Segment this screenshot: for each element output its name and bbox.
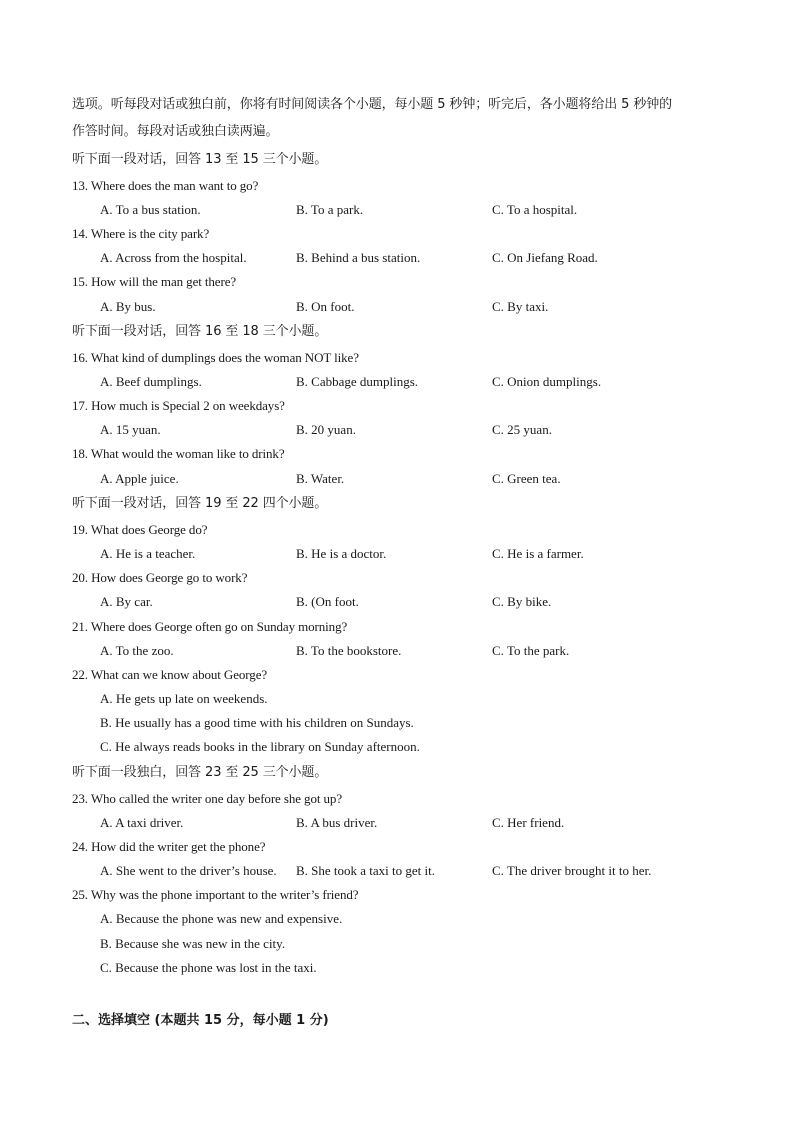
- q24-option-b: B. She took a taxi to get it.: [296, 863, 436, 878]
- q15-option-a: A. By bus.: [100, 299, 156, 314]
- question-21: 21. Where does George often go on Sunday morning?: [72, 619, 348, 634]
- q19-option-c: C. He is a farmer.: [492, 546, 584, 561]
- q20-option-b: B. (On foot.: [296, 594, 359, 609]
- q22-option-b: B. He usually has a good time with his children on Sundays.: [100, 715, 414, 730]
- q19-option-a: A. He is a teacher.: [100, 546, 196, 561]
- question-17: 17. How much is Special 2 on weekdays?: [72, 398, 285, 413]
- q22-option-c: C. He always reads books in the library on Sunday afternoon.: [100, 739, 420, 754]
- q21-option-b: B. To the bookstore.: [296, 643, 402, 658]
- q16-option-c: C. Onion dumplings.: [492, 374, 602, 389]
- question-24: 24. How did the writer get the phone?: [72, 839, 266, 854]
- question-13: 13. Where does the man want to go?: [72, 178, 259, 193]
- section-2-heading: 二、选择填空 (本题共 15 分，每小题 1 分): [72, 1013, 329, 1028]
- question-25: 25. Why was the phone important to the writer’s friend?: [72, 887, 359, 902]
- q23-option-b: B. A bus driver.: [296, 815, 378, 830]
- q17-option-a: A. 15 yuan.: [100, 422, 161, 437]
- q15-option-c: C. By taxi.: [492, 299, 549, 314]
- question-20: 20. How does George go to work?: [72, 570, 248, 585]
- q23-option-a: A. A taxi driver.: [100, 815, 184, 830]
- question-22: 22. What can we know about George?: [72, 667, 268, 682]
- q24-option-a: A. She went to the driver’s house.: [100, 863, 277, 878]
- q18-option-a: A. Apple juice.: [100, 471, 179, 486]
- q18-option-b: B. Water.: [296, 471, 345, 486]
- q19-option-b: B. He is a doctor.: [296, 546, 387, 561]
- q21-option-a: A. To the zoo.: [100, 643, 174, 658]
- q16-option-a: A. Beef dumplings.: [100, 374, 202, 389]
- dialogue-instruction-3: 听下面一段对话，回答 19 至 22 四个小题。: [72, 496, 328, 511]
- question-23: 23. Who called the writer one day before she got up?: [72, 791, 342, 806]
- question-18: 18. What would the woman like to drink?: [72, 446, 285, 461]
- q14-option-b: B. Behind a bus station.: [296, 250, 421, 265]
- q25-option-a: A. Because the phone was new and expensive.: [100, 911, 343, 926]
- q25-option-b: B. Because she was new in the city.: [100, 936, 286, 951]
- q17-option-c: C. 25 yuan.: [492, 422, 552, 437]
- dialogue-instruction-2: 听下面一段对话，回答 16 至 18 三个小题。: [72, 324, 328, 339]
- question-15: 15. How will the man get there?: [72, 274, 237, 289]
- intro-line-1: 选项。听每段对话或独白前，你将有时间阅读各个小题，每小题 5 秒钟；听完后，各小题将给出 5 秒钟的: [72, 97, 673, 112]
- question-16: 16. What kind of dumplings does the woman NOT like?: [72, 350, 359, 365]
- intro-line-2: 作答时间。每段对话或独白读两遍。: [72, 124, 279, 139]
- q13-option-c: C. To a hospital.: [492, 202, 578, 217]
- q15-option-b: B. On foot.: [296, 299, 355, 314]
- q13-option-b: B. To a park.: [296, 202, 364, 217]
- q20-option-c: C. By bike.: [492, 594, 552, 609]
- q13-option-a: A. To a bus station.: [100, 202, 201, 217]
- q17-option-b: B. 20 yuan.: [296, 422, 356, 437]
- q21-option-c: C. To the park.: [492, 643, 570, 658]
- question-19: 19. What does George do?: [72, 522, 208, 537]
- q23-option-c: C. Her friend.: [492, 815, 565, 830]
- question-14: 14. Where is the city park?: [72, 226, 210, 241]
- q14-option-a: A. Across from the hospital.: [100, 250, 247, 265]
- q25-option-c: C. Because the phone was lost in the taxi.: [100, 960, 317, 975]
- q24-option-c: C. The driver brought it to her.: [492, 863, 652, 878]
- q18-option-c: C. Green tea.: [492, 471, 561, 486]
- q20-option-a: A. By car.: [100, 594, 153, 609]
- monologue-instruction: 听下面一段独白，回答 23 至 25 三个小题。: [72, 765, 328, 780]
- q14-option-c: C. On Jiefang Road.: [492, 250, 598, 265]
- dialogue-instruction-1: 听下面一段对话，回答 13 至 15 三个小题。: [72, 152, 328, 167]
- q22-option-a: A. He gets up late on weekends.: [100, 691, 268, 706]
- q16-option-b: B. Cabbage dumplings.: [296, 374, 419, 389]
